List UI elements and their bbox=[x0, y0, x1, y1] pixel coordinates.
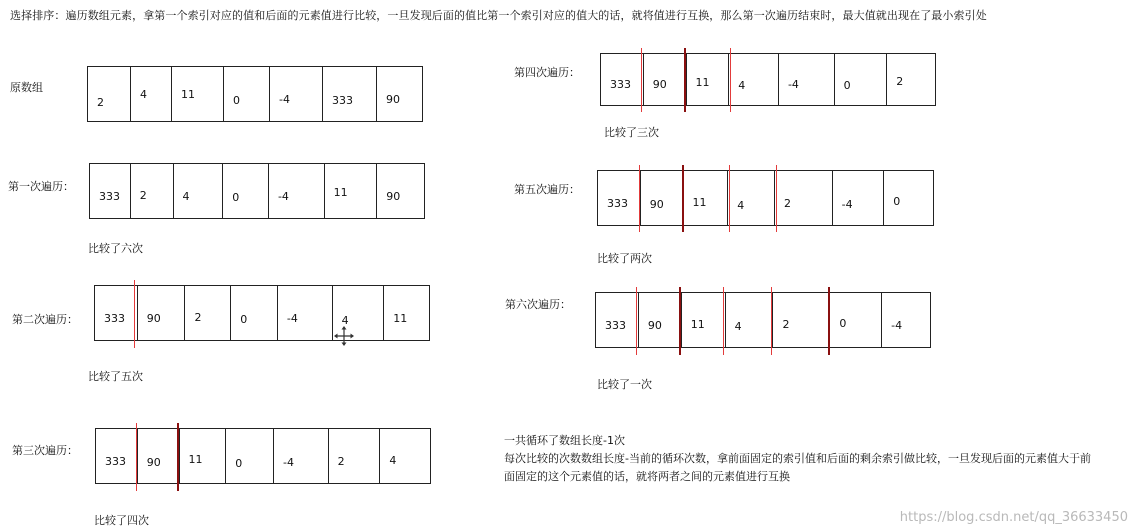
pass-caption-3: 比较了四次 bbox=[94, 514, 149, 527]
array-cell: 90 bbox=[376, 67, 422, 121]
array-cell: -4 bbox=[268, 164, 324, 218]
array-cell: 333 bbox=[104, 311, 125, 325]
array-cell: -4 bbox=[273, 429, 328, 483]
array-pass-6 bbox=[595, 292, 931, 348]
pass-marker bbox=[776, 165, 777, 232]
array-cell: 0 bbox=[829, 293, 881, 347]
pass-marker bbox=[730, 48, 731, 112]
array-pass-4 bbox=[600, 53, 936, 106]
array-cell: 11 bbox=[324, 164, 377, 218]
array-cell: 90 bbox=[638, 293, 681, 347]
pass-caption-5: 比较了两次 bbox=[597, 252, 652, 265]
array-cell: 90 bbox=[376, 164, 424, 218]
array-cell: 90 bbox=[643, 54, 686, 105]
array-cell: -4 bbox=[778, 54, 834, 105]
array-cell: 11 bbox=[383, 286, 429, 340]
pass-marker bbox=[729, 165, 730, 232]
array-cell: 333 bbox=[105, 454, 126, 468]
pass-marker bbox=[828, 287, 830, 355]
pass-label-5: 第五次遍历： bbox=[514, 183, 580, 196]
pass-marker bbox=[771, 287, 772, 355]
array-cell: -4 bbox=[832, 171, 884, 225]
note-line-2: 每次比较的次数数组长度-当前的循环次数，拿前面固定的索引值和后面的剩余索引做比较，一旦发现后面的元素值大于前 bbox=[504, 452, 1091, 465]
array-cell: 11 bbox=[683, 171, 728, 225]
array-pass-3 bbox=[95, 428, 431, 484]
array-cell: -4 bbox=[881, 293, 930, 347]
pass-marker bbox=[641, 48, 642, 112]
array-cell: 11 bbox=[179, 429, 226, 483]
pass-caption-1: 比较了六次 bbox=[88, 242, 143, 255]
pass-caption-2: 比较了五次 bbox=[88, 370, 143, 383]
pass-label-2: 第二次遍历： bbox=[12, 313, 78, 326]
array-cell: 0 bbox=[225, 429, 273, 483]
array-cell: 2 bbox=[97, 96, 104, 109]
pass-marker bbox=[636, 287, 637, 355]
pass-label-4: 第四次遍历： bbox=[514, 66, 580, 79]
array-cell: 333 bbox=[607, 196, 628, 210]
array-cell: 4 bbox=[173, 164, 223, 218]
array-cell: 333 bbox=[99, 189, 120, 203]
array-cell: 11 bbox=[171, 67, 223, 121]
watermark: https://blog.csdn.net/qq_36633450 bbox=[899, 510, 1128, 525]
pass-label-6: 第六次遍历： bbox=[505, 298, 571, 311]
array-cell: 90 bbox=[137, 286, 185, 340]
array-cell: 90 bbox=[137, 429, 179, 483]
array-cell: 0 bbox=[834, 54, 887, 105]
array-cell: 2 bbox=[130, 164, 173, 218]
pass-caption-4: 比较了三次 bbox=[604, 126, 659, 139]
header-description: 选择排序：遍历数组元素，拿第一个索引对应的值和后面的元素值进行比较，一旦发现后面的值比第一个索引对应的值大的话，就将值进行互换，那么第一次遍历结束时，最大值就出现在了最小索引处 bbox=[10, 9, 987, 22]
array-pass-5 bbox=[597, 170, 934, 226]
array-cell: 333 bbox=[322, 67, 376, 121]
array-cell: 4 bbox=[130, 67, 171, 121]
array-cell: 2 bbox=[774, 171, 832, 225]
array-original bbox=[87, 66, 423, 122]
move-cursor-icon bbox=[334, 326, 354, 346]
array-cell: 4 bbox=[332, 286, 384, 340]
array-cell: 0 bbox=[230, 286, 277, 340]
array-cell: -4 bbox=[277, 286, 332, 340]
array-cell: -4 bbox=[269, 67, 322, 121]
note-line-1: 一共循环了数组长度-1次 bbox=[504, 434, 625, 447]
array-cell: 4 bbox=[727, 171, 774, 225]
array-cell: 2 bbox=[772, 293, 829, 347]
pass-marker bbox=[136, 423, 137, 491]
array-cell: 333 bbox=[610, 78, 631, 91]
array-cell: 0 bbox=[223, 67, 269, 121]
pass-label-1: 第一次遍历： bbox=[8, 180, 74, 193]
pass-label-3: 第三次遍历： bbox=[12, 444, 78, 457]
pass-caption-6: 比较了一次 bbox=[597, 378, 652, 391]
array-cell: 0 bbox=[883, 171, 933, 225]
array-cell: 4 bbox=[379, 429, 430, 483]
pass-label-original: 原数组 bbox=[10, 81, 43, 94]
pass-marker bbox=[177, 423, 179, 491]
pass-marker bbox=[682, 165, 684, 232]
pass-marker bbox=[723, 287, 724, 355]
pass-marker bbox=[684, 48, 686, 112]
array-cell: 333 bbox=[605, 318, 626, 332]
array-cell: 2 bbox=[886, 54, 935, 105]
array-cell: 2 bbox=[328, 429, 380, 483]
array-pass-1 bbox=[89, 163, 425, 219]
array-pass-2 bbox=[94, 285, 430, 341]
summary-notes bbox=[504, 432, 1132, 486]
array-cell: 4 bbox=[725, 293, 773, 347]
pass-marker bbox=[134, 280, 135, 348]
array-cell: 4 bbox=[728, 54, 778, 105]
array-cell: 0 bbox=[222, 164, 268, 218]
array-cell: 2 bbox=[184, 286, 230, 340]
array-cell: 90 bbox=[640, 171, 683, 225]
note-line-3: 面固定的这个元素值的话，就将两者之间的元素值进行互换 bbox=[504, 470, 790, 483]
pass-marker bbox=[679, 287, 681, 355]
array-cell: 11 bbox=[686, 54, 729, 105]
pass-marker bbox=[639, 165, 640, 232]
array-cell: 11 bbox=[681, 293, 725, 347]
